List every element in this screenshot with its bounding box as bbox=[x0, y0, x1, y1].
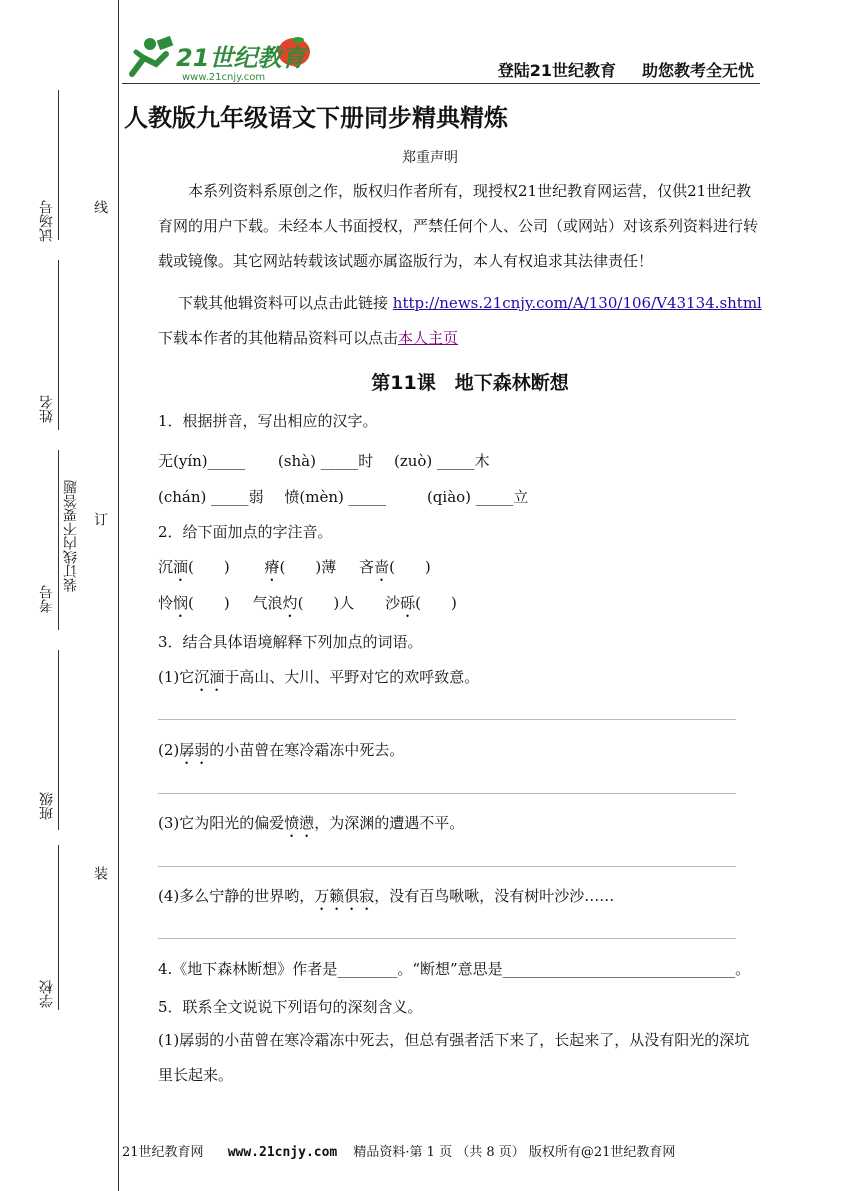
q2-dotted-char: 悯 bbox=[173, 594, 189, 612]
slogan-tagline: 助您教考全无忧 bbox=[641, 61, 754, 80]
line-marker: 线 bbox=[92, 200, 108, 214]
q2-char: 气浪 bbox=[252, 594, 283, 612]
q4-question: 4.《地下森林断想》作者是________。“断想”意思是_______________________________。 bbox=[158, 960, 751, 978]
q1-prompt: 1．根据拼音，写出相应的汉字。 bbox=[158, 412, 378, 430]
q1-blank: (chán) _____弱 bbox=[158, 488, 264, 506]
school-label: 学校 bbox=[39, 980, 55, 1008]
q1-blank: (shà) _____时 bbox=[277, 452, 374, 470]
q3-item-2 bbox=[158, 739, 404, 768]
footer-site: 21世纪教育网 bbox=[122, 1145, 204, 1160]
q2-char: 吝 bbox=[359, 558, 375, 576]
name-label: 姓名 bbox=[39, 395, 55, 423]
q1-row1 bbox=[158, 450, 490, 471]
footer-info: 精品资料·第 1 页 （共 8 页） 版权所有@21世纪教育网 bbox=[353, 1145, 676, 1160]
binding-marker: 装 bbox=[92, 866, 108, 880]
q2-item bbox=[265, 558, 337, 576]
q2-blank: ( )薄 bbox=[279, 558, 337, 576]
answer-line[interactable] bbox=[158, 719, 736, 720]
side-field-rule bbox=[58, 260, 59, 430]
runner-icon bbox=[122, 34, 332, 82]
side-field-rule bbox=[58, 845, 59, 1010]
q3-item-3 bbox=[158, 812, 464, 841]
side-field-rule bbox=[58, 450, 59, 630]
footer-url[interactable]: www.21cnjy.com bbox=[227, 1145, 338, 1160]
q2-dotted-char: 瘠 bbox=[264, 558, 280, 576]
header-divider bbox=[122, 83, 760, 84]
q3-dotted-word: 愤懑 bbox=[284, 814, 315, 832]
q2-blank: ( ) bbox=[188, 558, 230, 576]
q2-item bbox=[385, 594, 457, 612]
slogan-login: 登陆21世纪教育 bbox=[497, 61, 616, 80]
q3-text: 于高山、大川、平野对它的欢呼致意。 bbox=[224, 668, 480, 686]
side-field-rule bbox=[58, 650, 59, 830]
statement-body: 本系列资料系原创之作，版权归作者所有，现授权21世纪教育网运营，仅供21世纪教育网的用户下载。未经本人书面授权，严禁任何个人、公司（或网站）对该系列资料进行转载或镜像。其它网站转载该试题亦属盗版行为，本人有权追求其法律责任！ bbox=[158, 182, 759, 270]
q2-item bbox=[359, 558, 431, 576]
q3-prompt: 3．结合具体语境解释下列加点的词语。 bbox=[158, 633, 423, 651]
svg-text:www.21cnjy.com: www.21cnjy.com bbox=[182, 72, 266, 82]
q3-item-1 bbox=[158, 666, 479, 695]
q2-char: 沙 bbox=[385, 594, 401, 612]
q2-item bbox=[158, 594, 230, 612]
download-prefix: 下载其他辑资料可以点击此链接 bbox=[178, 294, 389, 312]
q1-row2 bbox=[158, 486, 528, 507]
author-prefix: 下载本作者的其他精品资料可以点击 bbox=[158, 329, 399, 347]
q2-char: 沉 bbox=[158, 558, 174, 576]
page-header bbox=[122, 28, 760, 84]
binding-marker: 订 bbox=[92, 512, 108, 526]
q2-blank: ( ) bbox=[389, 558, 431, 576]
no-answer-notice: 装订线内不要答题 bbox=[63, 480, 79, 592]
q3-text: (1)它 bbox=[158, 668, 195, 686]
page-title: 人教版九年级语文下册同步精典精炼 bbox=[124, 104, 508, 132]
q3-text: 的小苗曾在寒冷霜冻中死去。 bbox=[209, 741, 405, 759]
q2-row1 bbox=[158, 556, 431, 585]
page-footer bbox=[122, 1141, 675, 1160]
q2-prompt: 2．给下面加点的字注音。 bbox=[158, 523, 333, 541]
q2-blank: ( ) bbox=[188, 594, 230, 612]
q3-text: (2) bbox=[158, 741, 180, 759]
answer-line[interactable] bbox=[158, 866, 736, 867]
download-line bbox=[178, 292, 762, 313]
q2-item bbox=[158, 558, 230, 576]
site-logo[interactable] bbox=[122, 34, 332, 82]
q1-blank: (qiào) _____立 bbox=[426, 488, 529, 506]
q3-dotted-word: 沉湎 bbox=[194, 668, 225, 686]
q3-text: (3)它为阳光的偏爱 bbox=[158, 814, 285, 832]
q2-dotted-char: 灼 bbox=[282, 594, 298, 612]
q2-blank: ( ) bbox=[415, 594, 457, 612]
q2-dotted-char: 啬 bbox=[374, 558, 390, 576]
q3-text: ，为深渊的遭遇不平。 bbox=[314, 814, 465, 832]
download-link[interactable]: http://news.21cnjy.com/A/130/106/V43134.shtml bbox=[392, 294, 762, 312]
header-slogan bbox=[472, 58, 754, 81]
class-label: 班级 bbox=[39, 792, 55, 820]
q5-item-1: (1)孱弱的小苗曾在寒冷霜冻中死去，但总有强者活下来了，长起来了，从没有阳光的深坑里长起来。 bbox=[158, 1031, 750, 1084]
exam-number-label: 考号 bbox=[39, 585, 55, 613]
q3-dotted-word: 孱弱 bbox=[179, 741, 210, 759]
svg-text:21世纪教育: 21世纪教育 bbox=[176, 44, 306, 72]
q2-row2 bbox=[158, 592, 457, 621]
exam-room-label: 试场号 bbox=[39, 200, 55, 242]
q2-dotted-char: 砾 bbox=[400, 594, 416, 612]
q5-prompt: 5．联系全文说说下列语句的深刻含义。 bbox=[158, 998, 423, 1016]
q2-blank: ( )人 bbox=[297, 594, 355, 612]
binding-margin-line bbox=[118, 0, 119, 1191]
q2-dotted-char: 湎 bbox=[173, 558, 189, 576]
answer-line[interactable] bbox=[158, 793, 736, 794]
q3-text: (4)多么宁静的世界哟， bbox=[158, 887, 315, 905]
q3-item-4 bbox=[158, 885, 614, 914]
q1-blank: 愤(mèn) _____ bbox=[284, 488, 387, 506]
q1-blank: 无(yín)_____ bbox=[158, 452, 246, 470]
author-homepage-link[interactable]: 本人主页 bbox=[398, 329, 459, 347]
q3-text: ，没有百鸟啾啾，没有树叶沙沙…… bbox=[374, 887, 615, 905]
author-line bbox=[158, 327, 458, 348]
lesson-title: 第11课 地下森林断想 bbox=[371, 372, 569, 394]
q3-dotted-word: 万籁俱寂 bbox=[314, 887, 375, 905]
answer-line[interactable] bbox=[158, 938, 736, 939]
q1-blank: (zuò) _____木 bbox=[393, 452, 490, 470]
q2-char: 怜 bbox=[158, 594, 174, 612]
statement-heading: 郑重声明 bbox=[402, 150, 458, 166]
q2-item bbox=[253, 594, 355, 612]
